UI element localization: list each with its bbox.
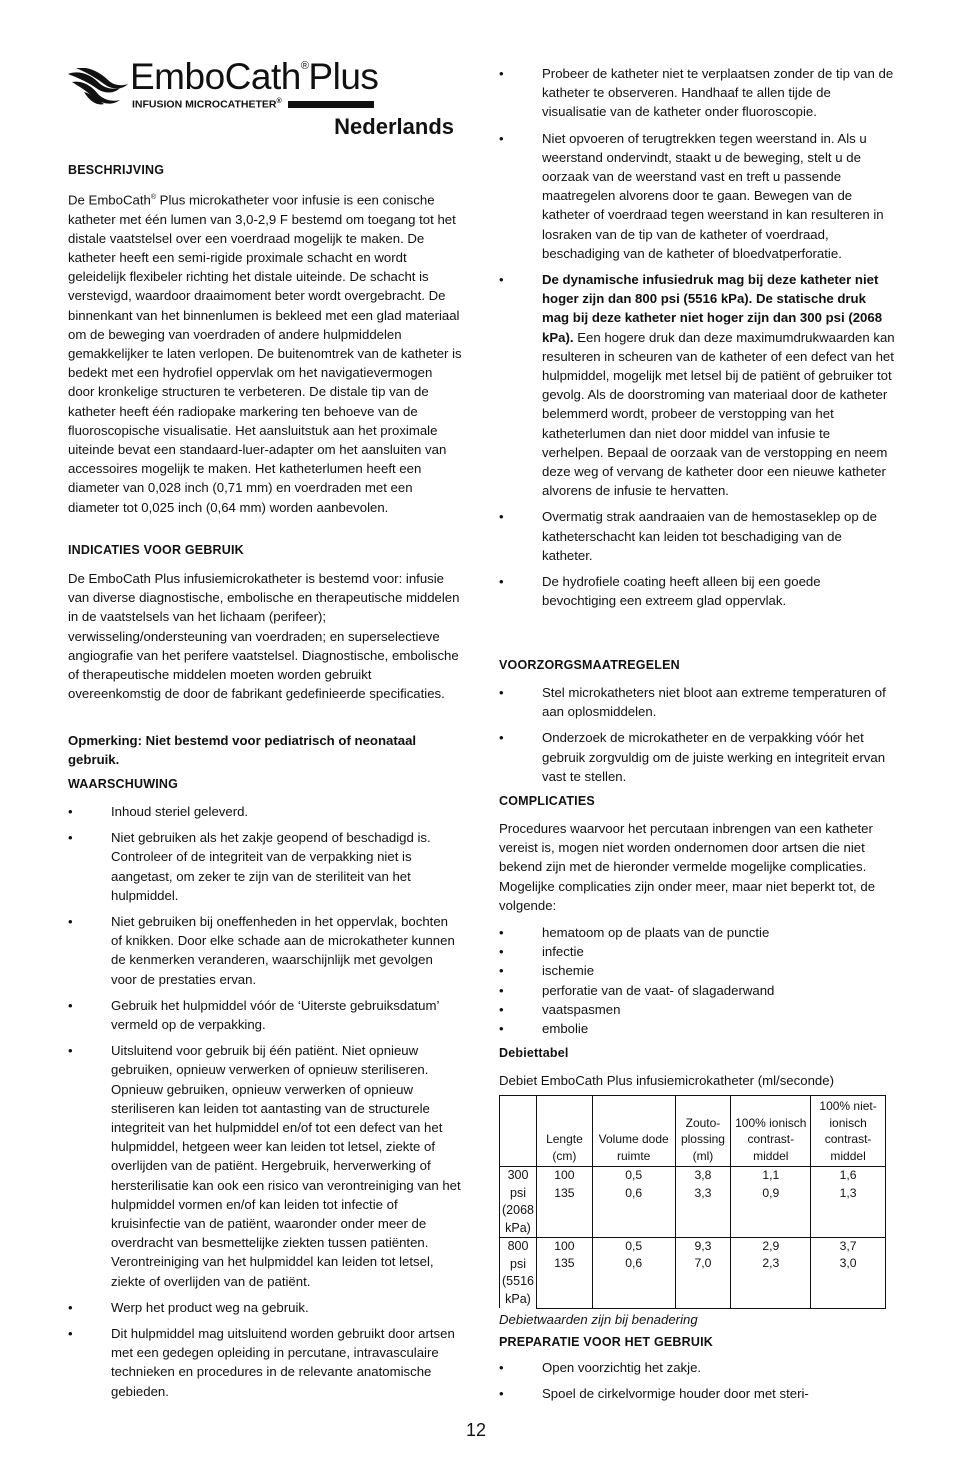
list-item: • Inhoud steriel geleverd. (68, 802, 462, 821)
debiet-footnote: Debietwaarden zijn bij benadering (499, 1312, 698, 1327)
logo-subtitle: INFUSION MICROCATHETER® (132, 98, 282, 111)
table-cell: 3,8 (675, 1167, 731, 1185)
table-cell: 3,3 (675, 1185, 731, 1238)
table-cell: 100 (536, 1238, 592, 1256)
table-cell: 135 (536, 1255, 592, 1308)
section-heading-debiet: Debiettabel (499, 1046, 569, 1060)
waarschuwing-list-continued (499, 64, 895, 610)
table-cell: 2,3 (731, 1255, 811, 1308)
complicaties-list (499, 923, 895, 1038)
list-item: • Stel microkatheters niet bloot aan extreme temperaturen of aan oplosmiddelen. (499, 683, 895, 721)
indicaties-note: Opmerking: Niet bestemd voor pediatrisch of neonataal gebruik. (68, 733, 417, 768)
table-cell: 0,6 (592, 1185, 675, 1238)
table-cell: 3,0 (811, 1255, 886, 1308)
debiet-table (499, 1095, 886, 1309)
wave-logo-icon (68, 68, 130, 108)
table-header (500, 1096, 537, 1167)
logo-bar (288, 101, 374, 108)
list-item: • Dit hulpmiddel mag uitsluitend worden gebruikt door artsen met een gedegen opleiding in percutane, intravasculaire technieken en procedures in de relevante anatomische gebieden. (68, 1324, 462, 1401)
waarschuwing-list (68, 802, 462, 1401)
list-item: • De hydrofiele coating heeft alleen bij een goede bevochtiging een extreem glad oppervlak. (499, 572, 895, 610)
table-cell: 0,5 (592, 1238, 675, 1256)
table-cell: 9,3 (675, 1238, 731, 1256)
preparatie-list (499, 1358, 895, 1403)
brand-logo (68, 56, 379, 112)
list-item: • Niet opvoeren of terugtrekken tegen weerstand in. Als u weerstand ondervindt, staakt u de beweging, stelt u de oorzaak van de weerstand vast en treft u passende maatregelen alvorens door te gaan. Bewegen van de katheter of voerdraad tegen weerstand in kan resulteren in losraken van de tip van de katheter of voerdraad, beschadiging van de katheter of bloedvatperforatie. (499, 129, 895, 263)
list-item: • Werp het product weg na gebruik. (68, 1298, 462, 1317)
table-header-row (500, 1096, 886, 1167)
table-group-label: 800 psi (5516 kPa) (500, 1238, 537, 1309)
list-item: • infectie (499, 942, 895, 961)
list-item: • hematoom op de plaats van de punctie (499, 923, 895, 942)
section-heading-beschrijving: BESCHRIJVING (68, 163, 165, 177)
section-heading-complicaties: COMPLICATIES (499, 794, 595, 808)
table-cell: 1,1 (731, 1167, 811, 1185)
list-item: • Uitsluitend voor gebruik bij één patiënt. Niet opnieuw gebruiken, opnieuw verwerken of opnieuw steriliseren. Opnieuw gebruiken, opnieuw verwerken of opnieuw steriliseren kan leiden tot aantasting van de structurele integriteit van het hulpmiddel en/of tot een defect van het hulpmiddel, hetgeen weer kan leiden tot letsel, ziekte of overlijden van de patiënt. Hergebruik, herverwerking of hersterilisatie kan ook een risico van verontreiniging van het hulpmiddel vormen en/of kan leiden tot infectie of kruisinfectie van de patiënt, waaronder onder meer de overdracht van besmettelijke ziekten tussen patiënten. Verontreiniging van het hulpmiddel kan leiden tot letsel, ziekte of overlijden van de patiënt. (68, 1041, 462, 1291)
table-cell: 1,6 (811, 1167, 886, 1185)
list-item: • ischemie (499, 961, 895, 980)
section-heading-voorzorg: VOORZORGSMAATREGELEN (499, 658, 680, 672)
table-header: Zouto-plossing (ml) (675, 1096, 731, 1167)
list-item: • perforatie van de vaat- of slagaderwand (499, 981, 895, 1000)
table-header: 100% niet-ionisch contrast-middel (811, 1096, 886, 1167)
table-cell: 0,9 (731, 1185, 811, 1238)
table-cell: 7,0 (675, 1255, 731, 1308)
table-row (500, 1185, 886, 1238)
section-heading-indicaties: INDICATIES VOOR GEBRUIK (68, 543, 244, 557)
table-cell: 0,6 (592, 1255, 675, 1308)
list-item: • Open voorzichtig het zakje. (499, 1358, 895, 1377)
page-number: 12 (466, 1420, 487, 1440)
list-item: • Onderzoek de microkatheter en de verpakking vóór het gebruik zorgvuldig om de juiste werking en integriteit ervan vast te stellen. (499, 728, 895, 786)
list-item: • embolie (499, 1019, 895, 1038)
table-cell: 135 (536, 1185, 592, 1238)
table-header: Volume dode ruimte (592, 1096, 675, 1167)
list-item-pressure: • De dynamische infusiedruk mag bij deze katheter niet hoger zijn dan 800 psi (5516 kPa). De statische druk mag bij deze katheter niet hoger zijn dan 300 psi (2068 kPa). Een hogere druk dan deze maximumdrukwaarden kan resulteren in scheuren van de katheter of een defect van het hulpmiddel, mogelijk met letsel bij de patiënt of gebruiker tot gevolg. Als de doorstroming van materiaal door de katheter belemmerd wordt, probeer de verstopping van het katheterlumen dan niet door middel van infusie te verhelpen. Bepaal de oorzaak van de verstopping en neem deze weg of vervang de katheter door een nieuwe katheter alvorens de infusie te hervatten. (499, 270, 895, 500)
list-item: • Probeer de katheter niet te verplaatsen zonder de tip van de katheter te observeren. Handhaaf te allen tijde de visualisatie van de katheter onder fluoroscopie. (499, 64, 895, 122)
table-row (500, 1238, 886, 1256)
list-item: • Overmatig strak aandraaien van de hemostaseklep op de katheterschacht kan leiden tot beschadiging van de katheter. (499, 507, 895, 565)
table-cell: 1,3 (811, 1185, 886, 1238)
voorzorg-list (499, 683, 895, 786)
list-item: • Niet gebruiken als het zakje geopend of beschadigd is. Controleer of de integriteit van de verpakking niet is aangetast, om zeker te zijn van de steriliteit van het hulpmiddel. (68, 828, 462, 905)
indicaties-text: De EmboCath Plus infusiemicrokatheter is bestemd voor: infusie van diverse diagnostische, embolische en therapeutische middelen in de vaatstelsels van het lichaam (perifeer); verwisseling/ondersteuning van voerdraden; en superselectieve angiografie van het perifere vaatstelsel. Diagnostische, embolische of therapeutische middelen moeten worden gebruikt overeenkomstig de door de fabrikant gedefinieerde specificaties. (68, 571, 460, 702)
table-group-label: 300 psi (2068 kPa) (500, 1167, 537, 1238)
section-heading-waarschuwing: WAARSCHUWING (68, 777, 179, 791)
debiet-caption: Debiet EmboCath Plus infusiemicrokatheter (ml/seconde) (499, 1073, 834, 1088)
list-item: • vaatspasmen (499, 1000, 895, 1019)
table-row (500, 1167, 886, 1185)
beschrijving-text: De EmboCath® Plus microkatheter voor infusie is een conische katheter met één lumen van 3,0-2,9 F bestemd om toegang tot het distale vaatstelsel over een voerdraad mogelijk te maken. De katheter heeft een semi-rigide proximale schacht en wordt geleidelijk flexibeler richting het distale uiteinde. De schacht is verstevigd, waardoor draaimoment beter wordt overgebracht. De binnenkant van het binnenlumen is bekleed met een glad materiaal om de beweging van voerdraden of andere hulpmiddelen gemakkelijker te laten verlopen. De buitenomtrek van de katheter is bedekt met een hydrofiel oppervlak om het navigatievermogen door kronkelige structuren te verbeteren. De distale tip van de katheter heeft één radiopake markering ten behoeve van de fluoroscopische visualisatie. Het aansluitstuk aan het proximale uiteinde bevat een standaard-luer-adapter om het aansluiten van accessoires mogelijk te maken. Het katheterlumen heeft een diameter van 0,028 inch (0,71 mm) en voerdraden met een diameter tot 0,025 inch (0,64 mm) worden aanbevolen. (68, 192, 462, 515)
table-cell: 0,5 (592, 1167, 675, 1185)
table-cell: 3,7 (811, 1238, 886, 1256)
table-row (500, 1255, 886, 1308)
complicaties-text: Procedures waarvoor het percutaan inbrengen van een katheter vereist is, mogen niet worden ondernomen door artsen die niet bekend zijn met de hieronder vermelde mogelijke complicaties. Mogelijke complicaties zijn onder meer, maar niet beperkt tot, de volgende: (499, 821, 876, 913)
table-header: Lengte (cm) (536, 1096, 592, 1167)
list-item: • Gebruik het hulpmiddel vóór de ‘Uiterste gebruiksdatum’ vermeld op de verpakking. (68, 996, 462, 1034)
logo-wordmark: EmboCath®Plus (130, 56, 379, 97)
section-heading-preparatie: PREPARATIE VOOR HET GEBRUIK (499, 1335, 713, 1349)
table-cell: 2,9 (731, 1238, 811, 1256)
table-header: 100% ionisch contrast-middel (731, 1096, 811, 1167)
list-item: • Spoel de cirkelvormige houder door met steri- (499, 1384, 895, 1403)
list-item: • Niet gebruiken bij oneffenheden in het oppervlak, bochten of knikken. Door elke schade aan de microkatheter kunnen de kenmerken veranderen, waarschijnlijk met gevolgen voor de prestaties ervan. (68, 912, 462, 989)
table-cell: 100 (536, 1167, 592, 1185)
language-title: Nederlands (334, 114, 454, 139)
